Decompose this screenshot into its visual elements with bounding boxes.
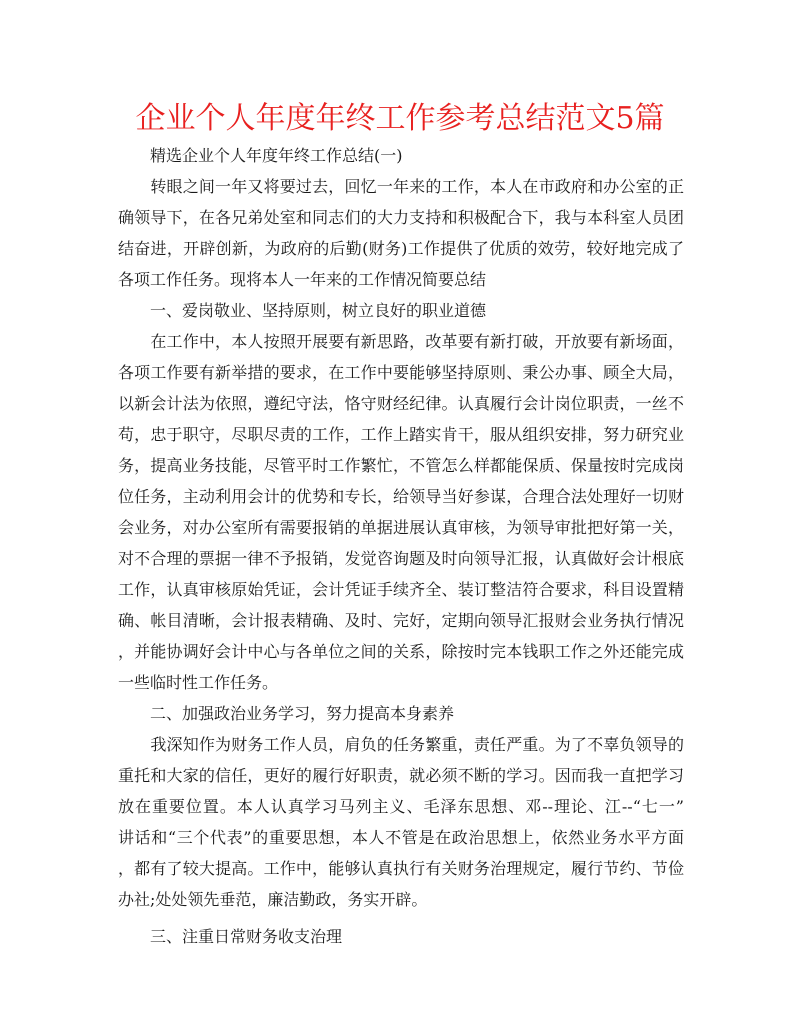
paragraph-line: 讲话和“三个代表”的重要思想，本人不管是在政治思想上，依然业务水平方面 <box>118 828 684 847</box>
paragraph-line: 放在重要位置。本人认真学习马列主义、毛泽东思想、邓--理论、江--“七一” <box>118 797 684 816</box>
paragraph-line: 工作，认真审核原始凭证，会计凭证手续齐全、装订整洁符合要求，科目设置精 <box>118 580 684 599</box>
paragraph-line: 务，提高业务技能，尽管平时工作繁忙，不管怎么样都能保质、保量按时完成岗 <box>118 456 684 475</box>
section-heading-2: 二、加强政治业务学习，努力提高本身素养 <box>118 704 455 723</box>
paragraph-line: 各项工作要有新举措的要求，在工作中要能够坚持原则、秉公办事、顾全大局， <box>118 363 684 382</box>
paragraph-line: 各项工作任务。现将本人一年来的工作情况简要总结 <box>118 270 487 289</box>
paragraph-line: 会业务，对办公室所有需要报销的单据进展认真审核，为领导审批把好第一关， <box>118 518 684 537</box>
paragraph-line: 对不合理的票据一律不予报销，发觉咨询题及时向领导汇报，认真做好会计根底 <box>118 549 684 568</box>
paragraph-line: 办社;处处领先垂范，廉洁勤政，务实开辟。 <box>118 890 428 909</box>
subtitle-text: 精选企业个人年度年终工作总结(一) <box>150 146 403 165</box>
paragraph-line: 以新会计法为依照，遵纪守法，恪守财经纪律。认真履行会计岗位职责，一丝不 <box>118 394 684 413</box>
document-body <box>118 140 684 952</box>
paragraph-line: 转眼之间一年又将要过去，回忆一年来的工作，本人在市政府和办公室的正 <box>118 177 684 196</box>
paragraph-line: ，都有了较大提高。工作中，能够认真执行有关财务治理规定，履行节约、节俭 <box>118 859 684 878</box>
paragraph-line: 结奋进，开辟创新，为政府的后勤(财务)工作提供了优质的效劳，较好地完成了 <box>118 239 684 258</box>
paragraph-line: 我深知作为财务工作人员，肩负的任务繁重，责任严重。为了不辜负领导的 <box>118 735 684 754</box>
paragraph-line: 确、帐目清晰，会计报表精确、及时、完好，定期向领导汇报财会业务执行情况 <box>118 611 684 630</box>
document-title: 企业个人年度年终工作参考总结范文5篇 <box>135 101 665 136</box>
document-subtitle <box>118 140 684 171</box>
paragraph-line: 确领导下，在各兄弟处室和同志们的大力支持和积极配合下，我与本科室人员团 <box>118 208 684 227</box>
section-heading-1: 一、爱岗敬业、坚持原则，树立良好的职业道德 <box>118 301 487 320</box>
paragraph-line: ，并能协调好会计中心与各单位之间的关系，除按时完本钱职工作之外还能完成 <box>118 642 684 661</box>
paragraph-line: 位任务，主动利用会计的优势和专长，给领导当好参谋，合理合法处理好一切财 <box>118 487 684 506</box>
paragraph-line: 在工作中，本人按照开展要有新思路，改革要有新打破，开放要有新场面， <box>118 332 684 351</box>
paragraph-line: 一些临时性工作任务。 <box>118 673 279 692</box>
section-heading-3: 三、注重日常财务收支治理 <box>118 927 343 946</box>
paragraph-line: 苟，忠于职守，尽职尽责的工作，工作上踏实肯干，服从组织安排，努力研究业 <box>118 425 684 444</box>
paragraph-line: 重托和大家的信任，更好的履行好职责，就必须不断的学习。因而我一直把学习 <box>118 766 684 785</box>
